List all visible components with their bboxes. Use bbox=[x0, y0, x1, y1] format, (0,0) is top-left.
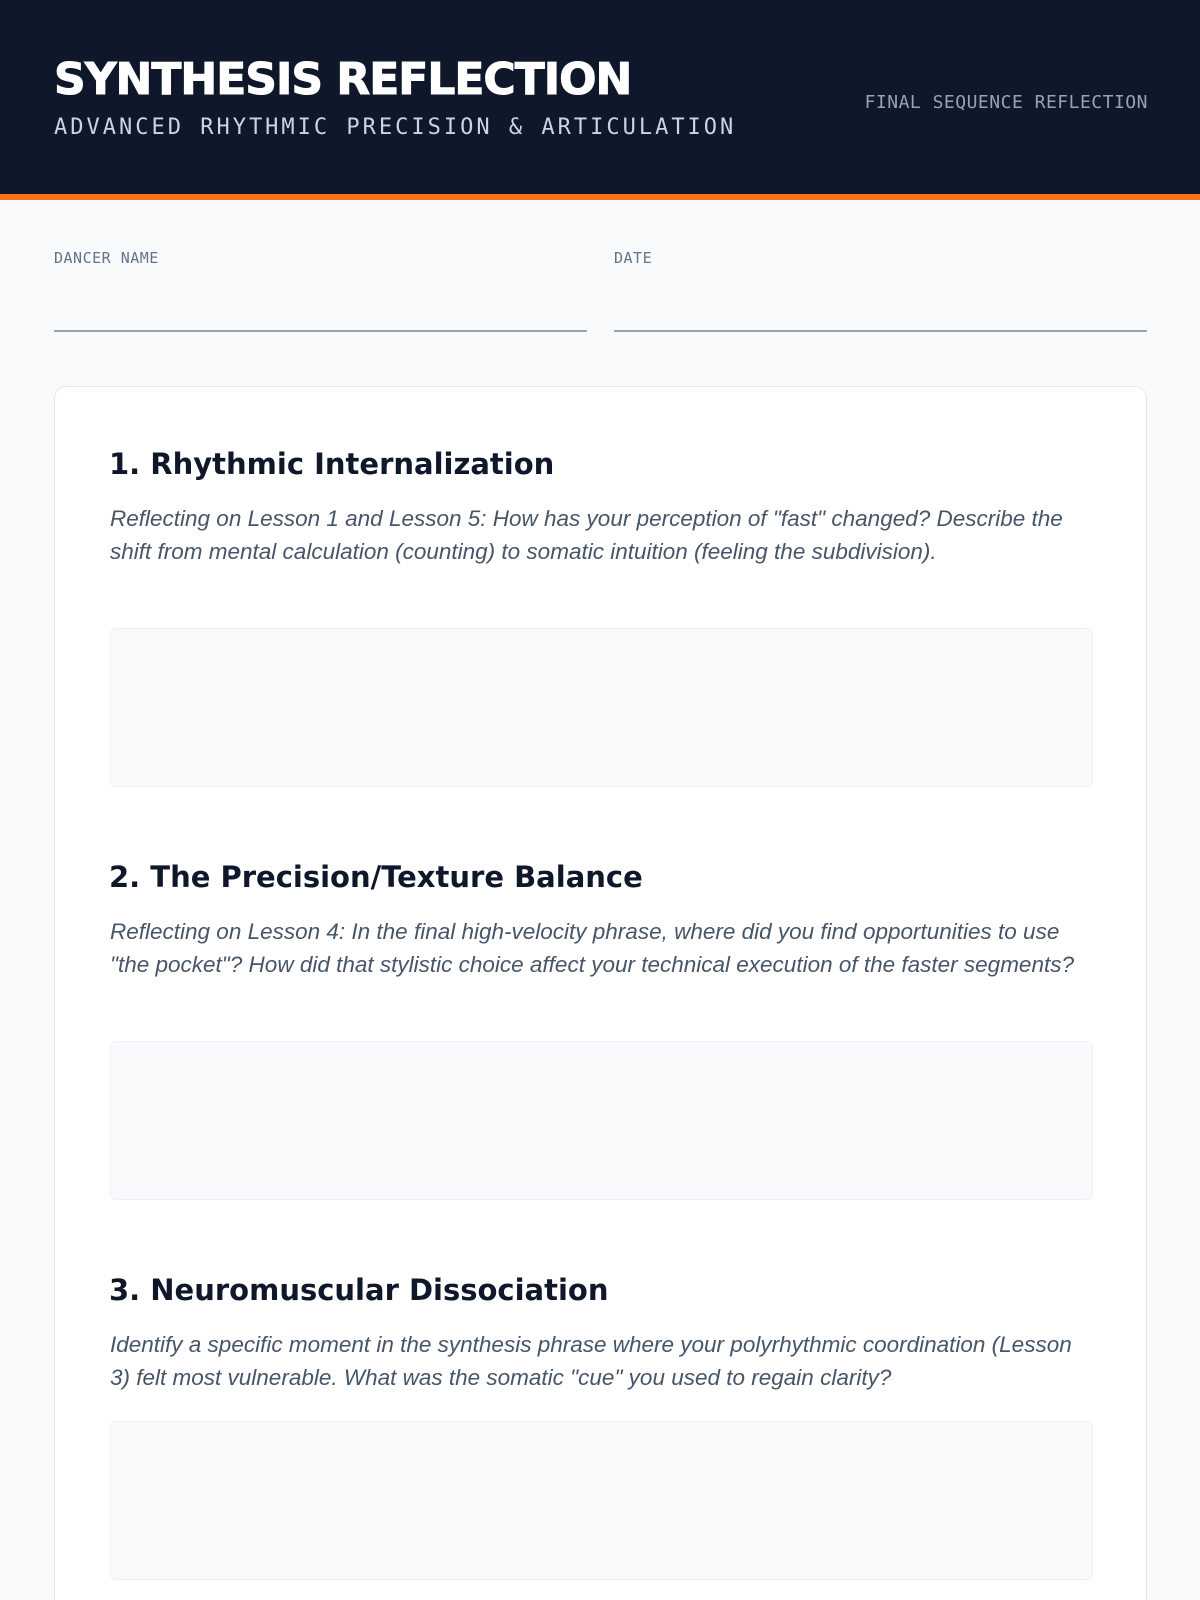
header bbox=[0, 0, 1200, 200]
page-title: SYNTHESIS REFLECTION bbox=[54, 54, 632, 105]
page-subtitle: ADVANCED RHYTHMIC PRECISION & ARTICULATION bbox=[54, 115, 737, 140]
question-title-3: 3. Neuromuscular Dissociation bbox=[109, 1273, 609, 1307]
question-prompt-2: Reflecting on Lesson 4: In the final high-velocity phrase, where did you find opportunities to use "the pocket"? How did that stylistic choice affect your technical execution of the faster segments? bbox=[110, 919, 1074, 977]
date-field[interactable] bbox=[614, 284, 1147, 332]
question-prompt-3: Identify a specific moment in the synthesis phrase where your polyrhythmic coordination (Lesson 3) felt most vulnerable. What was the somatic "cue" you used to regain clarity? bbox=[110, 1332, 1072, 1390]
answer-box-3[interactable] bbox=[110, 1421, 1093, 1580]
answer-box-1[interactable] bbox=[110, 628, 1093, 787]
reflection-card bbox=[54, 386, 1147, 1600]
dancer-name-label: DANCER NAME bbox=[54, 249, 159, 267]
question-title-1: 1. Rhythmic Internalization bbox=[109, 447, 555, 481]
answer-box-2[interactable] bbox=[110, 1041, 1093, 1200]
header-tag: FINAL SEQUENCE REFLECTION bbox=[864, 92, 1148, 113]
question-prompt-1: Reflecting on Lesson 1 and Lesson 5: How has your perception of "fast" changed? Describe the shift from mental calculation (counting) to somatic intuition (feeling the subdivision). bbox=[110, 506, 1063, 564]
question-title-2: 2. The Precision/Texture Balance bbox=[109, 860, 643, 894]
dancer-name-field[interactable] bbox=[54, 284, 587, 332]
date-label: DATE bbox=[614, 249, 653, 267]
